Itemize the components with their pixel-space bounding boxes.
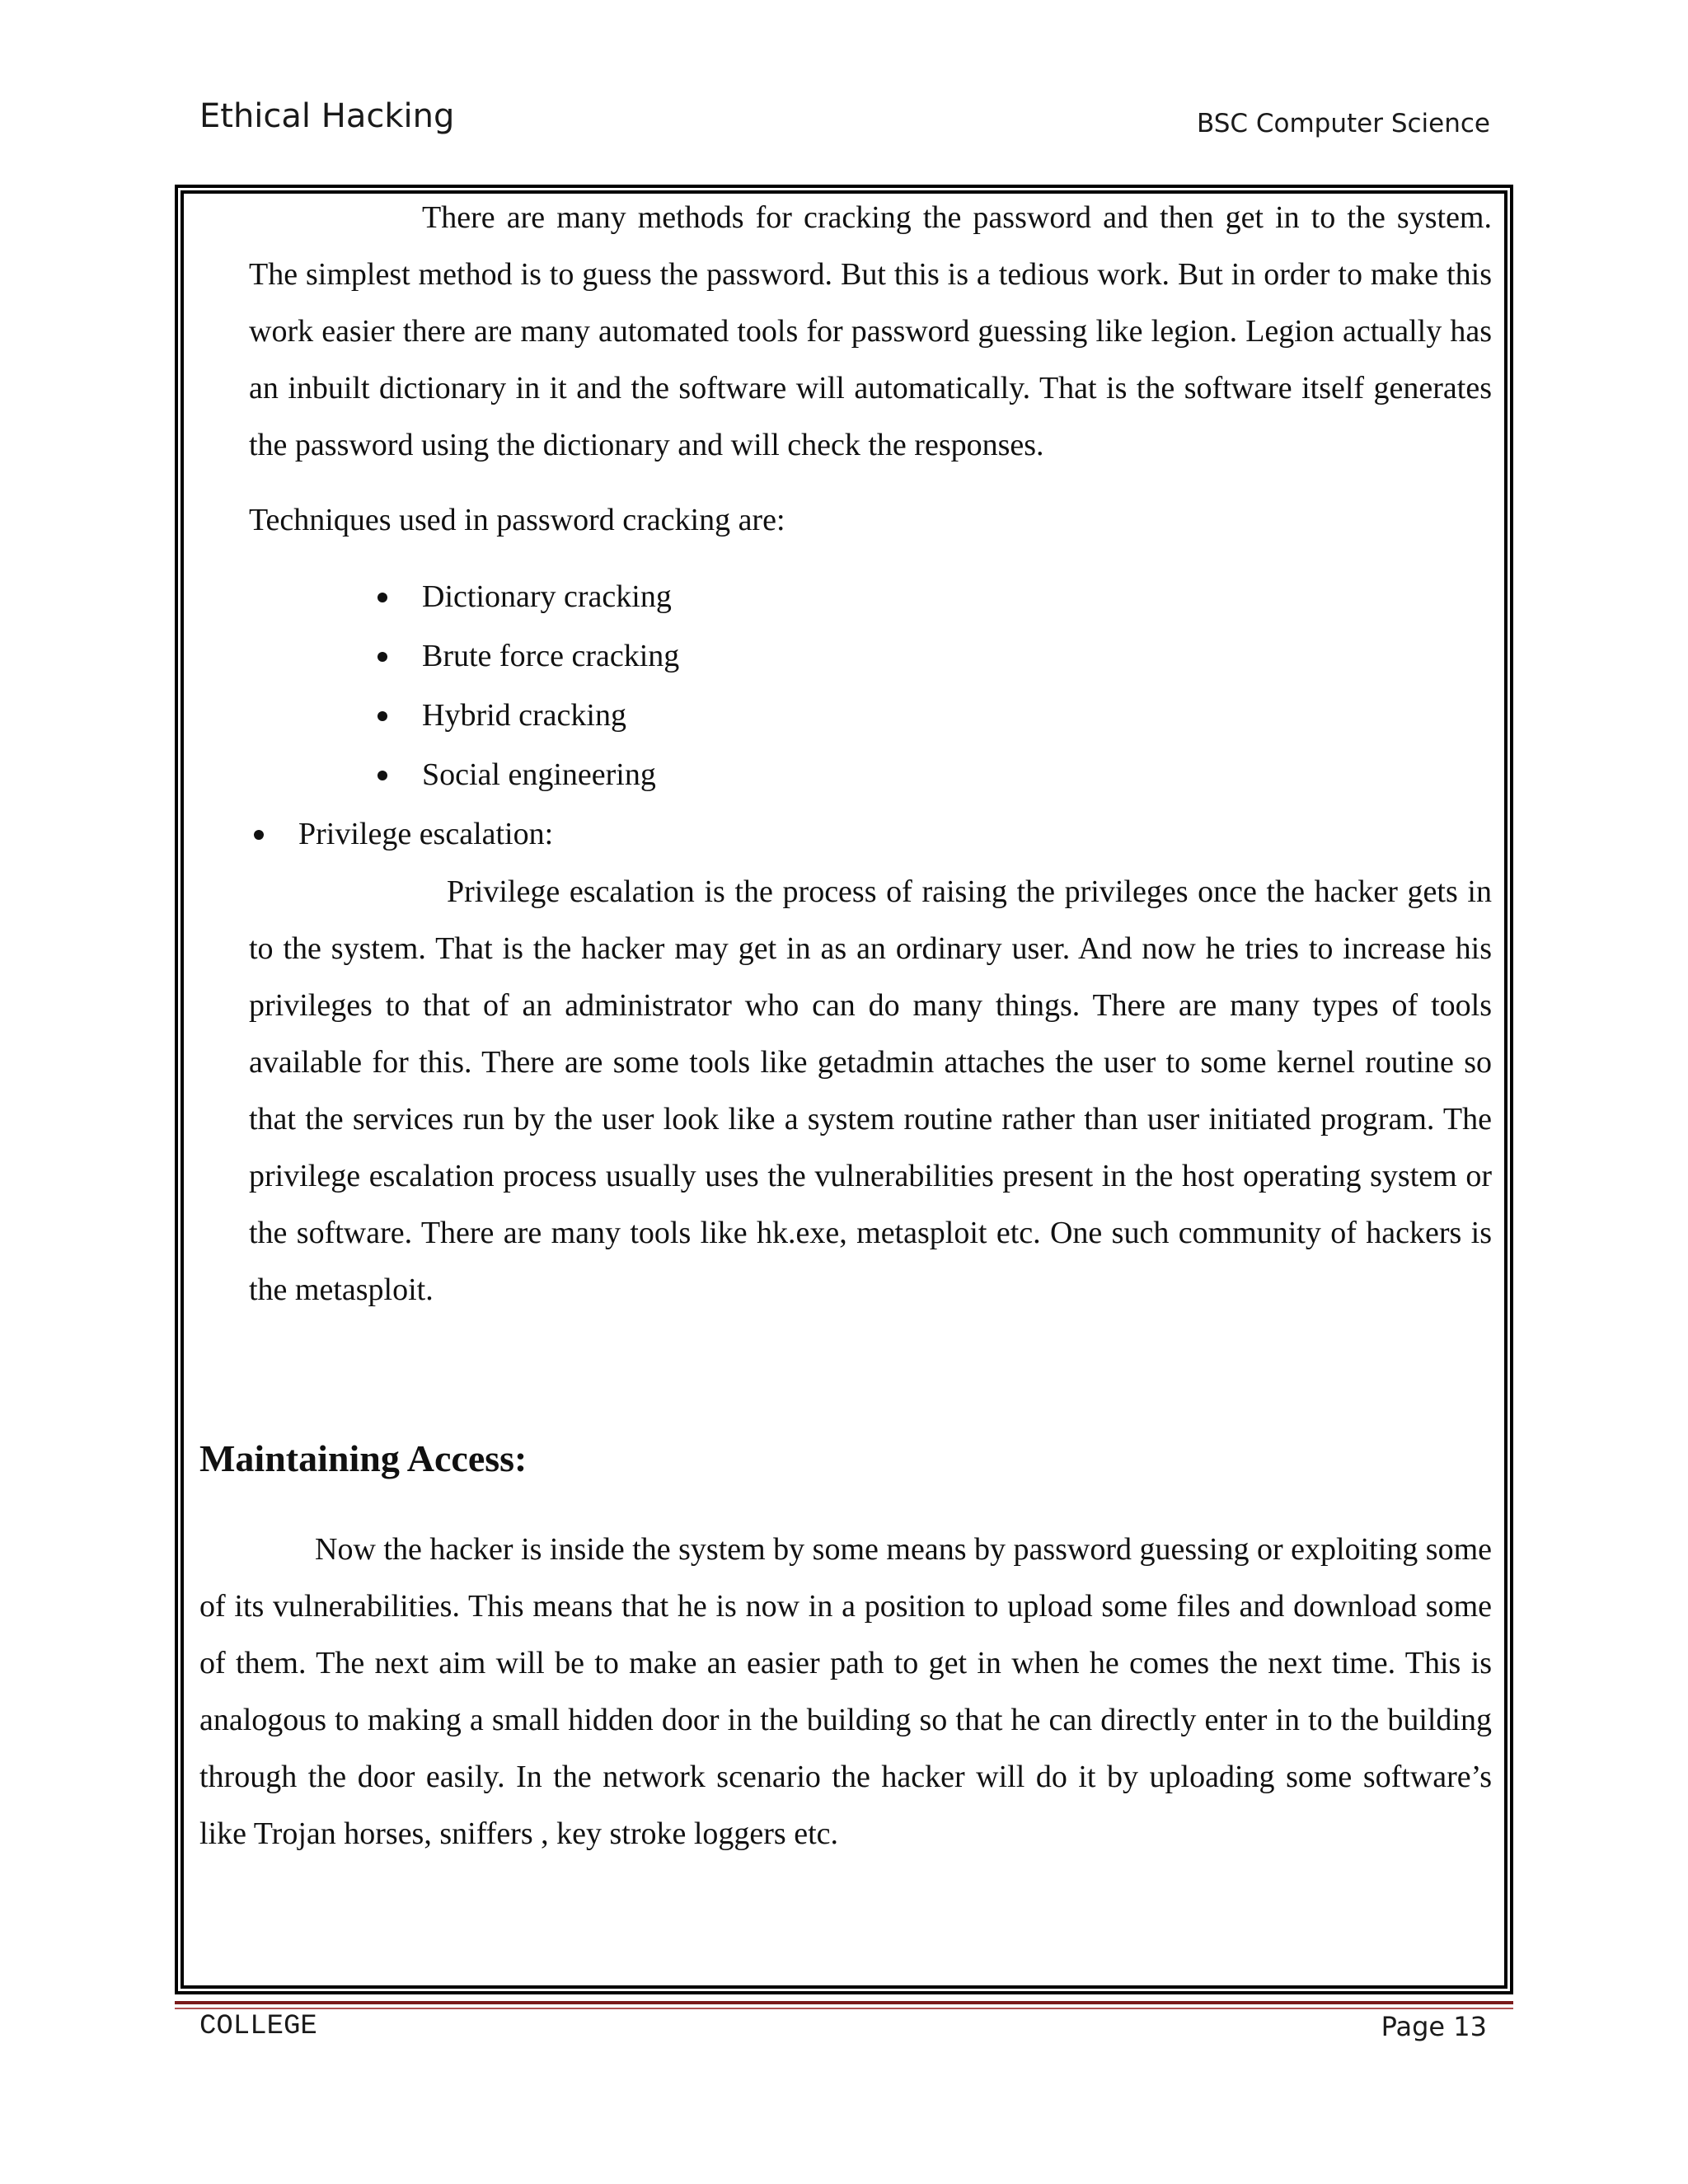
footer-college: COLLEGE	[199, 2011, 317, 2042]
techniques-intro: Techniques used in password cracking are:	[249, 503, 785, 537]
section-heading: Maintaining Access:	[199, 1437, 528, 1479]
list-item: Social engineering	[373, 745, 1492, 804]
header-title: Ethical Hacking	[199, 97, 455, 135]
paragraph-maintaining-access: Now the hacker is inside the system by some means by password guessing or exploiting some of its vulnerabilities. This means that he is now in a position to upload some files and download some of them. The next aim will be to make an easier path to get in when he comes the next time. This is analogous to making a small hidden door in the building so that he can directly enter in to the building through the door easily. In the network scenario the hacker will do it by uploading some software’s like Trojan horses, sniffers , key stroke loggers etc.	[199, 1532, 1492, 1851]
footer-rule-thin	[175, 2008, 1513, 2009]
list-item: Brute force cracking	[373, 626, 1492, 686]
paragraph-password-methods: There are many methods for cracking the password and then get in to the system. The simplest method is to guess the password. But this is a tedious work. But in order to make this work easier there are many automated tools for password guessing like legion. Legion actually has an inbuilt dictionary in it and the software will automatically. That is the software itself generates the password using the dictionary and will check the responses.	[249, 200, 1492, 462]
page-number: Page 13	[1381, 2011, 1487, 2042]
privilege-escalation-bullet: Privilege escalation:	[249, 804, 1492, 864]
techniques-list	[249, 567, 1492, 804]
footer-rule	[175, 2001, 1513, 2004]
list-item: Hybrid cracking	[373, 686, 1492, 745]
page-content	[199, 190, 1492, 1863]
header-subject: BSC Computer Science	[1196, 109, 1490, 138]
list-item: Dictionary cracking	[373, 567, 1492, 626]
paragraph-privilege-escalation: Privilege escalation is the process of raising the privileges once the hacker gets in to the system. That is the hacker may get in as an ordinary user. And now he tries to increase his privileges to that of an administrator who can do many things. There are many types of tools available for this. There are some tools like getadmin attaches the user to some kernel routine so that the services run by the user look like a system routine rather than user initiated program. The privilege escalation process usually uses the vulnerabilities present in the host operating system or the software. There are many tools like hk.exe, metasploit etc. One such community of hackers is the metasploit.	[249, 874, 1492, 1307]
indented-block	[199, 190, 1492, 804]
indented-block-2	[199, 864, 1492, 1319]
